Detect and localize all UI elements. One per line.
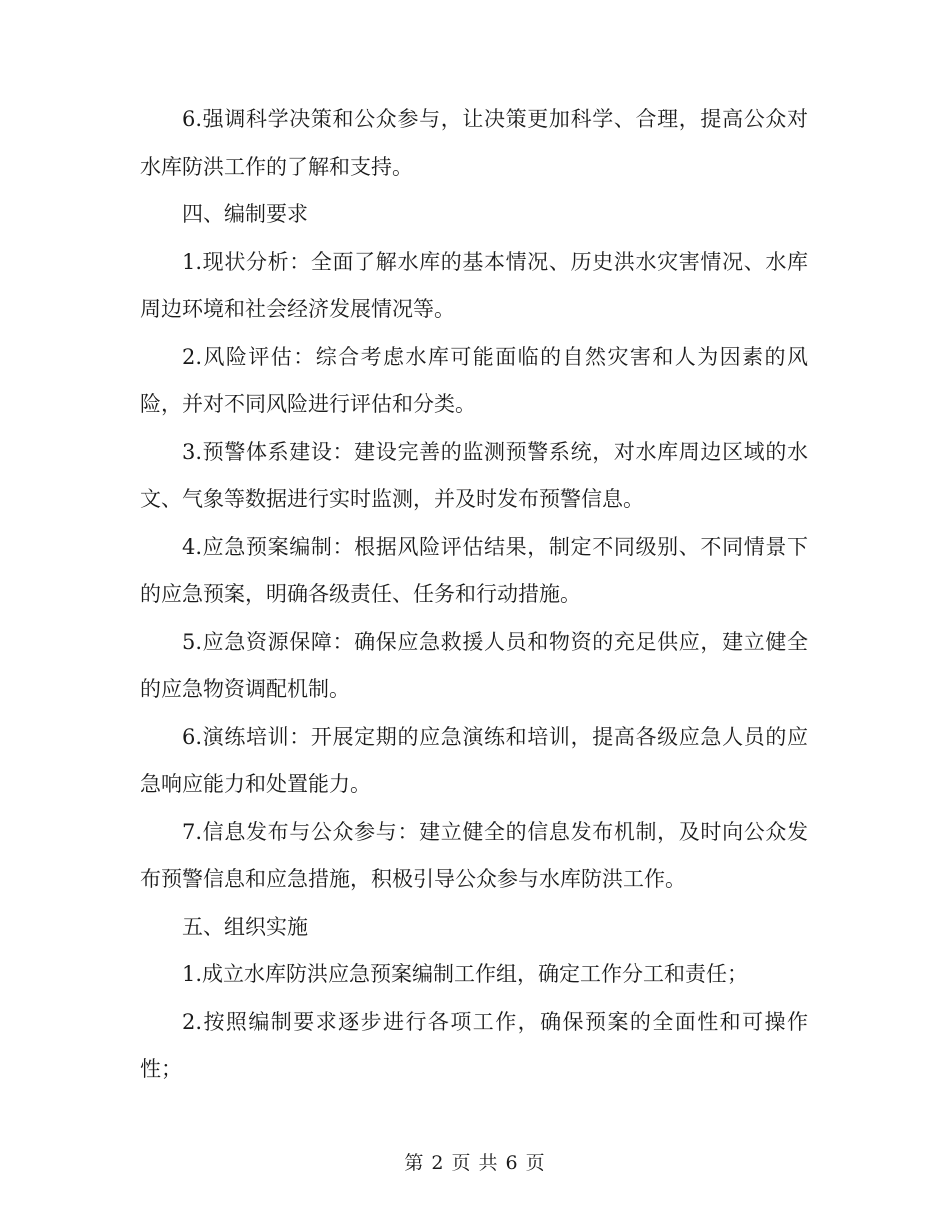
section-heading-4: 四、编制要求 [182, 202, 308, 226]
page-number-footer: 第 2 页 共 6 页 [404, 1152, 546, 1174]
paragraph-resource-guarantee: 5.应急资源保障：确保应急救援人员和物资的充足供应，建立健全的应急物资调配机制。 [140, 629, 808, 701]
paragraph-emergency-plan: 4.应急预案编制：根据风险评估结果，制定不同级别、不同情景下的应急预案，明确各级责任、任务和行动措施。 [140, 534, 808, 606]
document-body [140, 96, 808, 1094]
paragraph-drill-training: 6.演练培训：开展定期的应急演练和培训，提高各级应急人员的应急响应能力和处置能力。 [140, 724, 808, 796]
paragraph-status-analysis: 1.现状分析：全面了解水库的基本情况、历史洪水灾害情况、水库周边环境和社会经济发展情况等。 [140, 249, 808, 321]
paragraph-step-by-step: 2.按照编制要求逐步进行各项工作，确保预案的全面性和可操作性； [140, 1009, 808, 1081]
paragraph-risk-assessment: 2.风险评估：综合考虑水库可能面临的自然灾害和人为因素的风险，并对不同风险进行评估和分类。 [140, 344, 808, 416]
paragraph-warning-system: 3.预警体系建设：建设完善的监测预警系统，对水库周边区域的水文、气象等数据进行实时监测，并及时发布预警信息。 [140, 439, 808, 511]
paragraph-working-group: 1.成立水库防洪应急预案编制工作组，确定工作分工和责任； [182, 962, 749, 986]
paragraph-info-release: 7.信息发布与公众参与：建立健全的信息发布机制，及时向公众发布预警信息和应急措施，积极引导公众参与水库防洪工作。 [140, 819, 808, 891]
paragraph-6-public-participation: 6.强调科学决策和公众参与，让决策更加科学、合理，提高公众对水库防洪工作的了解和支持。 [140, 107, 808, 179]
section-heading-5: 五、组织实施 [182, 914, 308, 939]
